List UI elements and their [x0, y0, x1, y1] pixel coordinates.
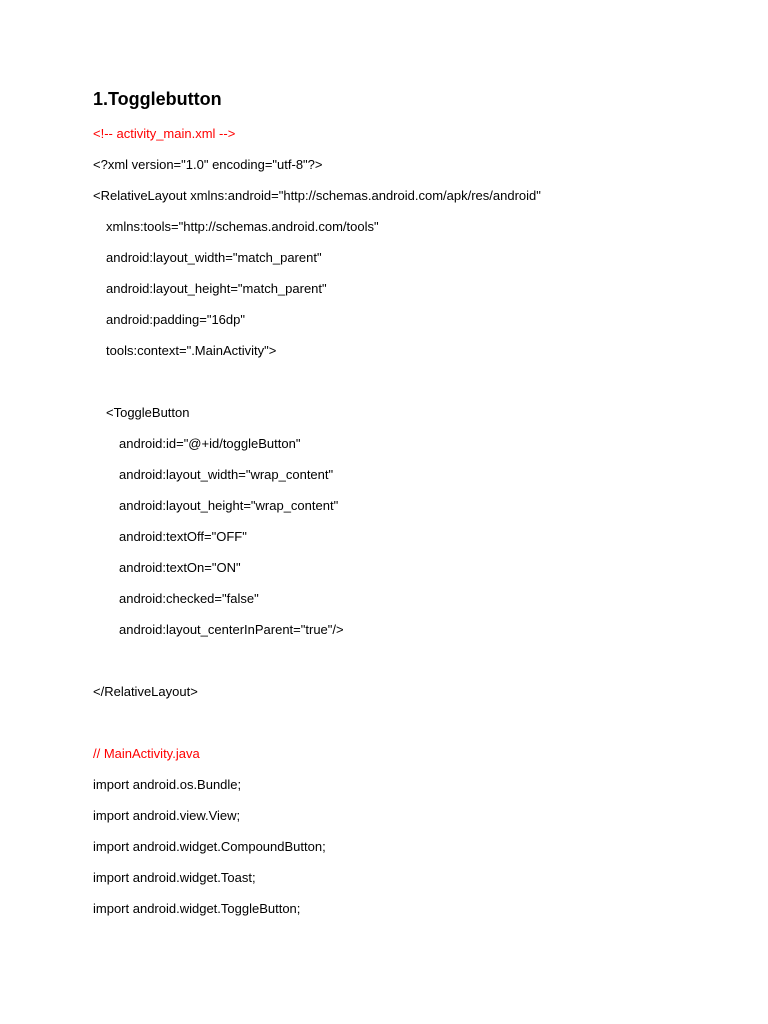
- code-line: <RelativeLayout xmlns:android="http://schemas.android.com/apk/res/android": [93, 188, 541, 203]
- code-line: import android.view.View;: [93, 808, 241, 823]
- code-line: android:padding="16dp": [106, 312, 245, 327]
- code-line: tools:context=".MainActivity">: [106, 343, 277, 358]
- code-line: android:layout_centerInParent="true"/>: [119, 622, 344, 637]
- code-line: <ToggleButton: [106, 405, 190, 420]
- code-line: import android.widget.CompoundButton;: [93, 839, 326, 854]
- code-line: </RelativeLayout>: [93, 684, 198, 699]
- code-line: android:layout_height="match_parent": [106, 281, 327, 296]
- java-file-comment: // MainActivity.java: [93, 746, 200, 761]
- code-line: android:textOn="ON": [119, 560, 241, 575]
- code-line: import android.os.Bundle;: [93, 777, 242, 792]
- code-line: import android.widget.Toast;: [93, 870, 256, 885]
- xml-file-comment: <!-- activity_main.xml -->: [93, 126, 236, 141]
- code-line: xmlns:tools="http://schemas.android.com/tools": [106, 219, 379, 234]
- code-line: <?xml version="1.0" encoding="utf-8"?>: [93, 157, 323, 172]
- code-line: import android.widget.ToggleButton;: [93, 901, 301, 916]
- code-line: android:textOff="OFF": [119, 529, 247, 544]
- code-line: android:layout_height="wrap_content": [119, 498, 339, 513]
- code-line: android:id="@+id/toggleButton": [119, 436, 301, 451]
- code-line: android:layout_width="match_parent": [106, 250, 322, 265]
- code-line: android:layout_width="wrap_content": [119, 467, 334, 482]
- document-heading: 1.Togglebutton: [93, 89, 222, 109]
- code-line: android:checked="false": [119, 591, 259, 606]
